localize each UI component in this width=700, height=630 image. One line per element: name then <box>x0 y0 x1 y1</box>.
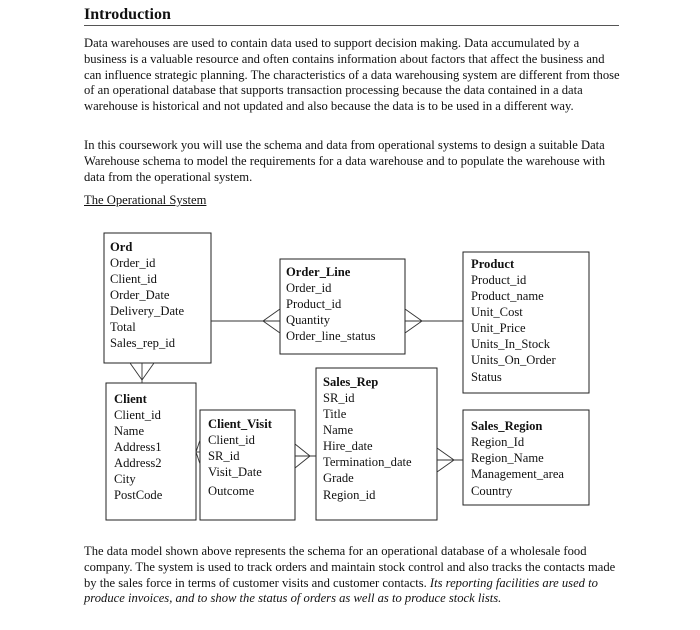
entity-ord-attr: Order_Date <box>110 288 170 302</box>
entity-sales-rep-attr: Grade <box>323 471 354 485</box>
entity-ord-attr: Client_id <box>110 272 157 286</box>
entity-product-attr: Product_id <box>471 273 527 287</box>
entity-client-visit <box>200 410 295 520</box>
entity-sales-region-attr: Management_area <box>471 467 565 481</box>
entity-client-attr: Name <box>114 424 145 438</box>
data-model-paragraph-italic: Its reporting facilities are used to produce invoices, and to show the status of orders as well as to produce stock lists. <box>84 575 598 606</box>
entity-product-attr: Units_In_Stock <box>471 337 551 351</box>
entity-product <box>463 252 589 393</box>
entity-client-visit-attr: Visit_Date <box>208 465 262 479</box>
entity-client-visit-attr: Client_id <box>208 433 255 447</box>
entity-sales-rep-attr: Termination_date <box>323 455 412 469</box>
entity-ord-attr: Sales_rep_id <box>110 336 176 350</box>
entity-ord-attr: Delivery_Date <box>110 304 185 318</box>
relationship-client-client-visit <box>196 440 200 464</box>
entity-order-line <box>280 259 405 354</box>
entity-product-attr: Product_name <box>471 289 544 303</box>
entity-sales-region-attr: Country <box>471 484 513 498</box>
data-model-paragraph-text: The data model shown above represents the schema for an operational database of a wholesale food company. The system is used to track orders and maintain stock control and also tracks the contacts made by the sales force in terms of customer visits and customer contacts. <box>84 544 616 590</box>
entity-client-attr: Address1 <box>114 440 162 454</box>
entity-product-title: Product <box>471 257 515 271</box>
entity-sales-region-attr: Region_Name <box>471 451 544 465</box>
relationship-client-ord <box>130 363 154 383</box>
entity-order-line-attr: Product_id <box>286 297 342 311</box>
entity-client-visit-title: Client_Visit <box>208 417 272 431</box>
entity-client-visit-attr: Outcome <box>208 484 255 498</box>
entity-sales-rep-title: Sales_Rep <box>323 375 379 389</box>
relationship-ord-order-line <box>211 309 280 333</box>
relationship-client-visit-sales-rep <box>295 444 316 468</box>
relationship-order-line-product <box>405 309 463 333</box>
entity-ord-title: Ord <box>110 240 133 254</box>
entity-sales-rep-attr: SR_id <box>323 391 355 405</box>
entity-order-line-attr: Order_id <box>286 281 332 295</box>
entity-client-visit-attr: SR_id <box>208 449 240 463</box>
entity-product-attr: Unit_Cost <box>471 305 523 319</box>
entity-ord <box>104 233 211 363</box>
entity-sales-rep-attr: Region_id <box>323 488 376 502</box>
entity-ord-attr: Total <box>110 320 136 334</box>
entity-product-attr: Unit_Price <box>471 321 526 335</box>
entity-sales-region-title: Sales_Region <box>471 419 543 433</box>
entity-client-attr: PostCode <box>114 488 163 502</box>
entity-sales-rep-attr: Hire_date <box>323 439 373 453</box>
entity-client-attr: Client_id <box>114 408 161 422</box>
entity-sales-region-attr: Region_Id <box>471 435 525 449</box>
entity-product-attr: Status <box>471 370 502 384</box>
entity-client-attr: City <box>114 472 136 486</box>
page-heading: Introduction <box>84 6 619 26</box>
entity-ord-attr: Order_id <box>110 256 156 270</box>
entity-client <box>106 383 196 520</box>
entity-client-title: Client <box>114 392 147 406</box>
entity-sales-rep-attr: Title <box>323 407 347 421</box>
relationship-sales-rep-sales-region <box>437 448 463 472</box>
coursework-paragraph: In this coursework you will use the schema and data from operational systems to design a suitable Data Warehouse schema to model the requirements for a data warehouse and to populate the warehouse with data from the operational system. <box>84 138 606 184</box>
entity-order-line-title: Order_Line <box>286 265 351 279</box>
entity-sales-rep <box>316 368 437 520</box>
section-title-operational-system: The Operational System <box>84 193 207 207</box>
entity-order-line-attr: Quantity <box>286 313 331 327</box>
entity-client-attr: Address2 <box>114 456 162 470</box>
entity-sales-rep-attr: Name <box>323 423 354 437</box>
entity-product-attr: Units_On_Order <box>471 353 556 367</box>
entity-sales-region <box>463 410 589 505</box>
intro-paragraph: Data warehouses are used to contain data used to support decision making. Data accumulated by a business is a valuable resource and often contains information about factors that affect the business and can influence strategic planning. The characteristics of a data warehousing system are different from those of an operational database that supports transaction processing because the data contained in a data warehouse is historical and not updated and also because the data is to be used in a different way. <box>84 36 620 114</box>
data-model-paragraph <box>84 544 620 607</box>
entity-order-line-attr: Order_line_status <box>286 329 376 343</box>
